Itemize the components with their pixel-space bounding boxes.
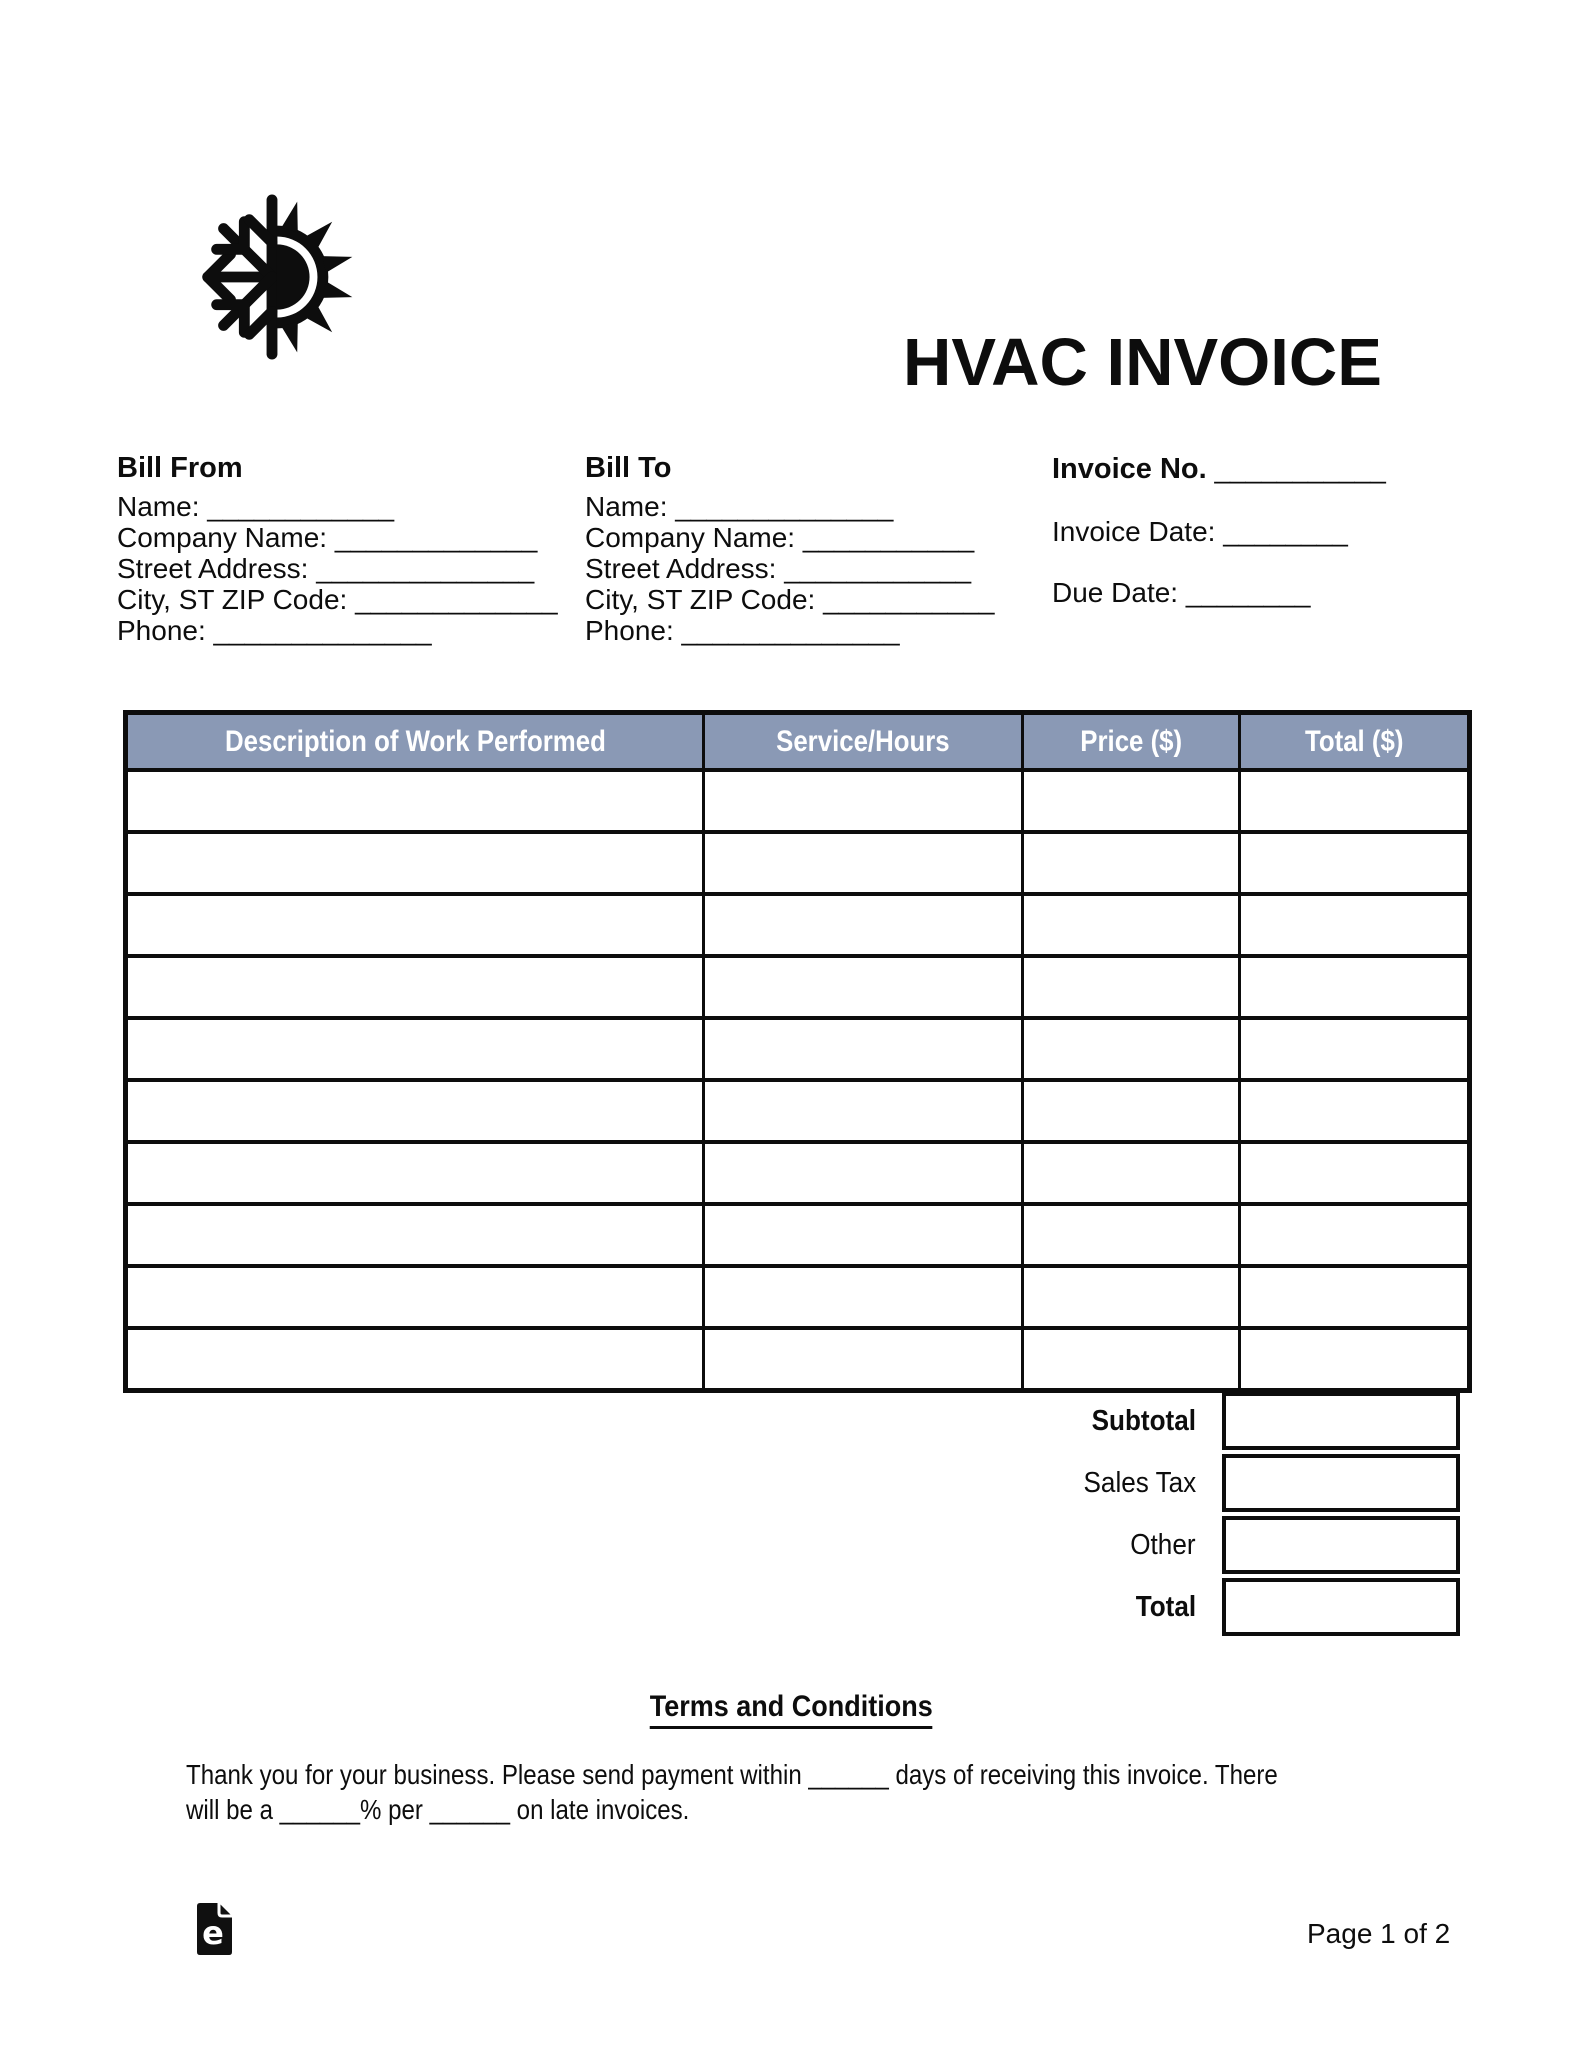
field-label: Company Name: <box>117 522 328 553</box>
line-item-cell[interactable] <box>704 1018 1023 1080</box>
invoice-no-fill-line[interactable]: ___________ <box>1214 453 1386 484</box>
due-date-label: Due Date: <box>1052 577 1179 608</box>
field-label: Phone: <box>585 615 674 646</box>
bill-from-phone-field <box>117 615 558 646</box>
sales-tax-label: Sales Tax <box>1083 1467 1196 1499</box>
terms-heading-wrap <box>0 1690 1583 1729</box>
line-item-cell[interactable] <box>1023 770 1240 832</box>
line-item-cell[interactable] <box>126 1204 704 1266</box>
bill-to-city-field <box>585 584 994 615</box>
line-item-row <box>126 894 1470 956</box>
bill-to-name-field <box>585 491 994 522</box>
field-label: Street Address: <box>585 553 777 584</box>
field-label: Company Name: <box>585 522 796 553</box>
invoice-date-fill-line[interactable]: ________ <box>1223 516 1348 547</box>
field-label: Name: <box>585 491 668 522</box>
line-items-body <box>126 770 1470 1391</box>
line-item-cell[interactable] <box>126 832 704 894</box>
bill-to-section <box>585 453 994 646</box>
line-item-cell[interactable] <box>126 770 704 832</box>
line-item-cell[interactable] <box>1240 1142 1470 1204</box>
name-fill-line[interactable]: ____________ <box>207 491 395 522</box>
invoice-meta-section <box>1052 453 1386 638</box>
line-item-row <box>126 770 1470 832</box>
logo-letter: e <box>202 1914 224 1952</box>
terms-heading: Terms and Conditions <box>650 1690 933 1729</box>
summary-row-other <box>123 1516 1460 1574</box>
bill-to-street-field <box>585 553 994 584</box>
name-fill-line[interactable]: ______________ <box>675 491 894 522</box>
column-header-service-hours: Service/Hours <box>704 713 1023 771</box>
total-value-box[interactable] <box>1222 1578 1460 1636</box>
bill-from-company-field <box>117 522 558 553</box>
summary-row-sales-tax <box>123 1454 1460 1512</box>
summary-row-subtotal <box>123 1392 1460 1450</box>
invoice-no-label: Invoice No. <box>1052 453 1207 485</box>
bill-from-street-field <box>117 553 558 584</box>
page-title: HVAC INVOICE <box>903 325 1382 400</box>
street-fill-line[interactable]: ______________ <box>316 553 535 584</box>
line-item-cell[interactable] <box>704 1266 1023 1328</box>
terms-paragraph <box>186 1757 1456 1827</box>
terms-line-2: will be a ______% per ______ on late invoices. <box>186 1794 690 1825</box>
line-item-cell[interactable] <box>704 1328 1023 1391</box>
other-value-box[interactable] <box>1222 1516 1460 1574</box>
line-item-row <box>126 832 1470 894</box>
due-date-field <box>1052 577 1386 608</box>
line-item-cell[interactable] <box>1240 770 1470 832</box>
street-fill-line[interactable]: ____________ <box>784 553 972 584</box>
line-item-cell[interactable] <box>1240 894 1470 956</box>
total-label: Total <box>1135 1591 1196 1623</box>
column-header-total: Total ($) <box>1240 713 1470 771</box>
line-item-cell[interactable] <box>1023 1018 1240 1080</box>
company-fill-line[interactable]: ___________ <box>802 522 975 553</box>
line-item-row <box>126 1328 1470 1391</box>
bill-to-company-field <box>585 522 994 553</box>
line-item-cell[interactable] <box>704 894 1023 956</box>
bill-from-city-field <box>117 584 558 615</box>
line-item-cell[interactable] <box>1240 1328 1470 1391</box>
bill-from-heading: Bill From <box>117 452 243 484</box>
document-page-icon <box>197 1903 232 1955</box>
table-header-row <box>126 713 1470 771</box>
line-item-cell[interactable] <box>1023 1328 1240 1391</box>
line-item-cell[interactable] <box>1023 832 1240 894</box>
line-item-cell[interactable] <box>704 956 1023 1018</box>
line-item-cell[interactable] <box>126 894 704 956</box>
snowflake-sun-logo <box>188 193 356 361</box>
line-item-row <box>126 1018 1470 1080</box>
city-fill-line[interactable]: ___________ <box>823 584 995 615</box>
line-item-cell[interactable] <box>704 1204 1023 1266</box>
line-item-cell[interactable] <box>126 956 704 1018</box>
invoice-no-field <box>1052 453 1386 485</box>
phone-fill-line[interactable]: ______________ <box>213 615 432 646</box>
bill-to-phone-field <box>585 615 994 646</box>
eforms-logo-icon <box>197 1903 232 1955</box>
line-item-row <box>126 1204 1470 1266</box>
field-label: City, ST ZIP Code: <box>585 584 816 615</box>
line-item-cell[interactable] <box>1240 1080 1470 1142</box>
summary-section <box>123 1392 1460 1640</box>
line-item-cell[interactable] <box>1240 1266 1470 1328</box>
field-label: Name: <box>117 491 200 522</box>
invoice-date-label: Invoice Date: <box>1052 516 1216 547</box>
line-item-cell[interactable] <box>126 1080 704 1142</box>
line-item-cell[interactable] <box>1023 1266 1240 1328</box>
summary-row-total <box>123 1578 1460 1636</box>
line-item-row <box>126 1266 1470 1328</box>
line-item-cell[interactable] <box>126 1266 704 1328</box>
line-item-cell[interactable] <box>1240 1018 1470 1080</box>
line-item-row <box>126 956 1470 1018</box>
bill-to-heading: Bill To <box>585 452 672 484</box>
other-label: Other <box>1130 1529 1196 1561</box>
line-item-cell[interactable] <box>126 1018 704 1080</box>
line-item-row <box>126 1080 1470 1142</box>
bill-from-section <box>117 453 558 646</box>
line-item-cell[interactable] <box>1240 956 1470 1018</box>
phone-fill-line[interactable]: ______________ <box>681 615 900 646</box>
line-item-row <box>126 1142 1470 1204</box>
line-item-cell[interactable] <box>1240 832 1470 894</box>
line-item-cell[interactable] <box>704 1142 1023 1204</box>
line-item-cell[interactable] <box>1240 1204 1470 1266</box>
field-label: Phone: <box>117 615 206 646</box>
line-items-table <box>123 710 1472 1393</box>
line-item-cell[interactable] <box>1023 1080 1240 1142</box>
line-item-cell[interactable] <box>1023 1142 1240 1204</box>
due-date-fill-line[interactable]: ________ <box>1185 577 1311 608</box>
bill-from-name-field <box>117 491 558 522</box>
column-header-price: Price ($) <box>1023 713 1240 771</box>
page-indicator: Page 1 of 2 <box>1307 1918 1451 1949</box>
line-item-cell[interactable] <box>704 770 1023 832</box>
field-label: Street Address: <box>117 553 309 584</box>
column-header-description: Description of Work Performed <box>126 713 704 771</box>
company-fill-line[interactable]: _____________ <box>334 522 538 553</box>
invoice-date-field <box>1052 516 1386 547</box>
sales-tax-value-box[interactable] <box>1222 1454 1460 1512</box>
subtotal-value-box[interactable] <box>1222 1392 1460 1450</box>
line-item-cell[interactable] <box>704 832 1023 894</box>
line-item-cell[interactable] <box>1023 956 1240 1018</box>
line-item-cell[interactable] <box>1023 1204 1240 1266</box>
line-item-cell[interactable] <box>126 1328 704 1391</box>
field-label: City, ST ZIP Code: <box>117 584 348 615</box>
subtotal-label: Subtotal <box>1091 1405 1196 1437</box>
snowflake-sun-icon <box>188 193 356 361</box>
line-item-cell[interactable] <box>126 1142 704 1204</box>
city-fill-line[interactable]: _____________ <box>355 584 558 615</box>
line-item-cell[interactable] <box>1023 894 1240 956</box>
terms-line-1: Thank you for your business. Please send payment within ______ days of receiving this invoice. There <box>186 1759 1278 1790</box>
line-item-cell[interactable] <box>704 1080 1023 1142</box>
